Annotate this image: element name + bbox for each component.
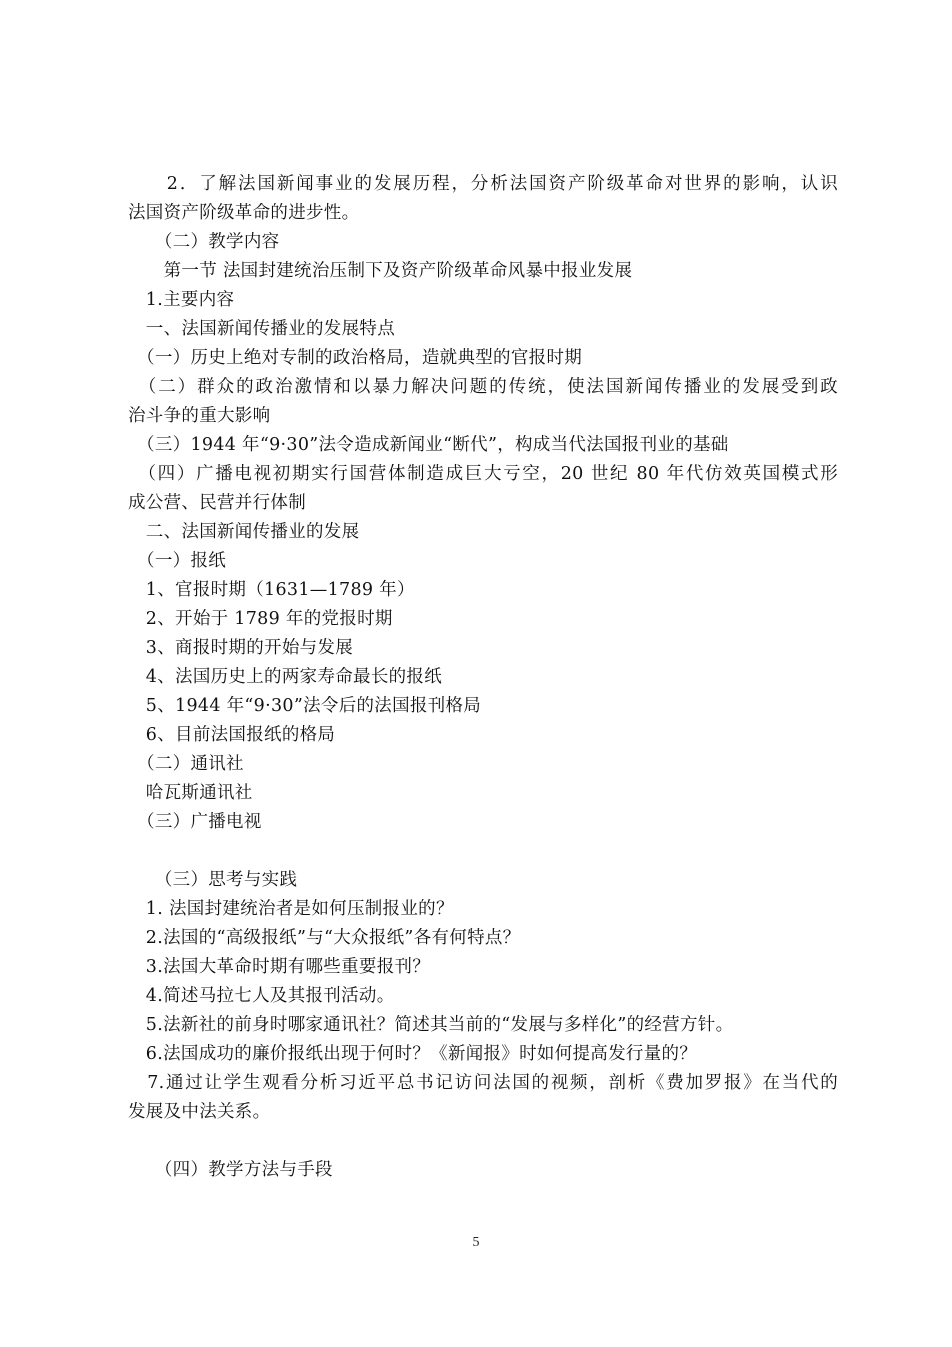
list-item: 3、商报时期的开始与发展 [128, 638, 354, 658]
text-line: 成公营、民营并行体制 [128, 493, 306, 513]
list-item: 3.法国大革命时期有哪些重要报刊？ [128, 957, 431, 977]
text-line: 法国资产阶级革命的进步性。 [128, 203, 360, 223]
section-heading: （二）教学内容 [128, 232, 280, 252]
text-line: 2．了解法国新闻事业的发展历程，分析法国资产阶级革命对世界的影响，认识 [128, 174, 838, 194]
section-heading: （四）教学方法与手段 [128, 1160, 333, 1180]
text-line: （一）报纸 [128, 551, 227, 571]
text-line: 哈瓦斯通讯社 [128, 783, 253, 803]
list-item: 7.通过让学生观看分析习近平总书记访问法国的视频，剖析《费加罗报》在当代的 [128, 1073, 838, 1093]
text-line: 二、法国新闻传播业的发展 [128, 522, 360, 542]
text-line: 治斗争的重大影响 [128, 406, 271, 426]
list-item: 4、法国历史上的两家寿命最长的报纸 [128, 667, 443, 687]
list-item: 6.法国成功的廉价报纸出现于何时？《新闻报》时如何提高发行量的？ [128, 1044, 698, 1064]
list-item: 5.法新社的前身时哪家通讯社？简述其当前的“发展与多样化”的经营方针。 [128, 1015, 734, 1035]
text-line: 1.主要内容 [128, 290, 235, 310]
section-heading: （三）思考与实践 [128, 870, 298, 890]
text-line: （四）广播电视初期实行国营体制造成巨大亏空，20 世纪 80 年代仿效英国模式形 [128, 464, 838, 484]
text-line: 一、法国新闻传播业的发展特点 [128, 319, 395, 339]
text-line: （一）历史上绝对专制的政治格局，造就典型的官报时期 [128, 348, 583, 368]
text-line: 发展及中法关系。 [128, 1102, 271, 1122]
list-item: 1. 法国封建统治者是如何压制报业的？ [128, 899, 454, 919]
page-number: 5 [472, 1235, 480, 1250]
text-line: （二）群众的政治激情和以暴力解决问题的传统，使法国新闻传播业的发展受到政 [128, 377, 838, 397]
list-item: 1、官报时期（1631—1789 年） [128, 580, 415, 600]
text-line: （二）通讯社 [128, 754, 244, 774]
list-item: 2、开始于 1789 年的党报时期 [128, 609, 393, 629]
list-item: 2.法国的“高级报纸”与“大众报纸”各有何特点？ [128, 928, 521, 948]
text-line: （三）广播电视 [128, 812, 262, 832]
list-item: 6、目前法国报纸的格局 [128, 725, 336, 745]
list-item: 5、1944 年“9·30”法令后的法国报刊格局 [128, 696, 482, 716]
chapter-heading: 第一节 法国封建统治压制下及资产阶级革命风暴中报业发展 [128, 261, 633, 281]
list-item: 4.简述马拉七人及其报刊活动。 [128, 986, 395, 1006]
text-line: （三）1944 年“9·30”法令造成新闻业“断代”，构成当代法国报刊业的基础 [128, 435, 729, 455]
